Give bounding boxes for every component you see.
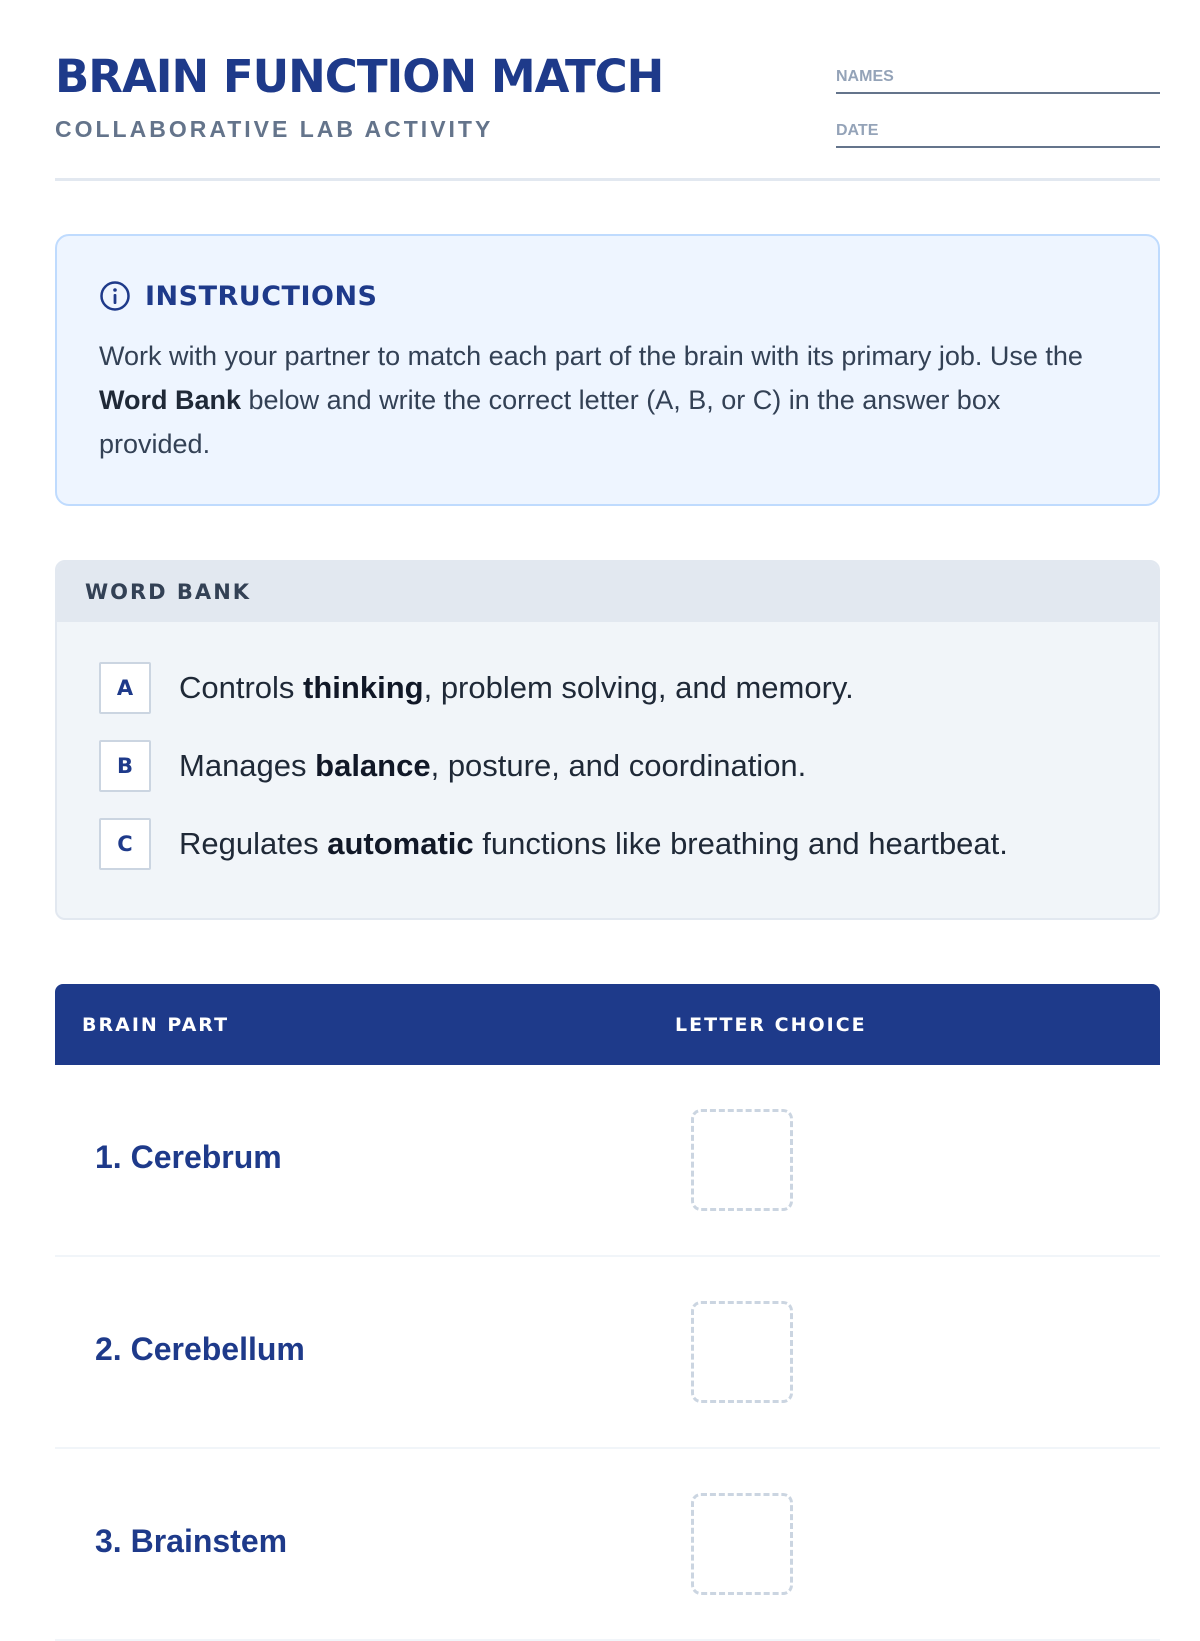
description-after: functions like breathing and heartbeat. — [473, 826, 1008, 861]
instructions-text-after: below and write the correct letter (A, B, or C) in the answer box provided. — [99, 385, 1001, 459]
page-title: BRAIN FUNCTION MATCH — [55, 50, 664, 103]
word-bank-description — [179, 670, 854, 706]
word-bank-letter: C — [99, 818, 151, 870]
table-row — [55, 1257, 1160, 1449]
instructions-text-before: Work with your partner to match each part of the brain with its primary job. Use the — [99, 341, 1083, 371]
word-bank-description — [179, 748, 806, 784]
brain-part-label: 1. Cerebrum — [95, 1139, 282, 1175]
brain-part-label: 3. Brainstem — [95, 1523, 288, 1559]
date-field[interactable] — [836, 118, 1160, 148]
worksheet — [55, 0, 1160, 1559]
instructions-title: INSTRUCTIONS — [145, 280, 378, 312]
column-header-letter-choice: LETTER CHOICE — [675, 1014, 867, 1036]
table-row — [55, 1449, 1160, 1641]
info-icon — [99, 280, 131, 312]
instructions-panel — [55, 234, 1160, 506]
word-bank-item — [99, 740, 806, 792]
word-bank — [55, 560, 1160, 920]
description-keyword: balance — [315, 748, 431, 783]
word-bank-letter: B — [99, 740, 151, 792]
column-header-brain-part: BRAIN PART — [82, 1014, 230, 1036]
description-before: Manages — [179, 748, 316, 783]
date-label: DATE — [836, 122, 879, 139]
description-keyword: automatic — [327, 826, 474, 861]
table-header — [55, 984, 1160, 1065]
page-subtitle: COLLABORATIVE LAB ACTIVITY — [55, 116, 494, 142]
names-field[interactable] — [836, 64, 1160, 94]
description-after: , posture, and coordination. — [430, 748, 807, 783]
description-before: Regulates — [179, 826, 328, 861]
word-bank-item — [99, 662, 854, 714]
answer-box[interactable] — [691, 1493, 793, 1595]
description-keyword: thinking — [303, 670, 424, 705]
description-after: , problem solving, and memory. — [423, 670, 854, 705]
word-bank-item — [99, 818, 1008, 870]
answer-box[interactable] — [691, 1109, 793, 1211]
names-label: NAMES — [836, 68, 894, 85]
instructions-text — [99, 334, 1109, 466]
instructions-header — [99, 280, 378, 312]
answer-box[interactable] — [691, 1301, 793, 1403]
description-before: Controls — [179, 670, 304, 705]
table-row — [55, 1065, 1160, 1257]
word-bank-description — [179, 826, 1008, 862]
matching-table — [55, 984, 1160, 1641]
word-bank-letter: A — [99, 662, 151, 714]
instructions-emphasis: Word Bank — [99, 385, 242, 415]
worksheet-header — [55, 0, 1160, 181]
brain-part-label: 2. Cerebellum — [95, 1331, 305, 1367]
word-bank-title: WORD BANK — [57, 562, 1158, 622]
